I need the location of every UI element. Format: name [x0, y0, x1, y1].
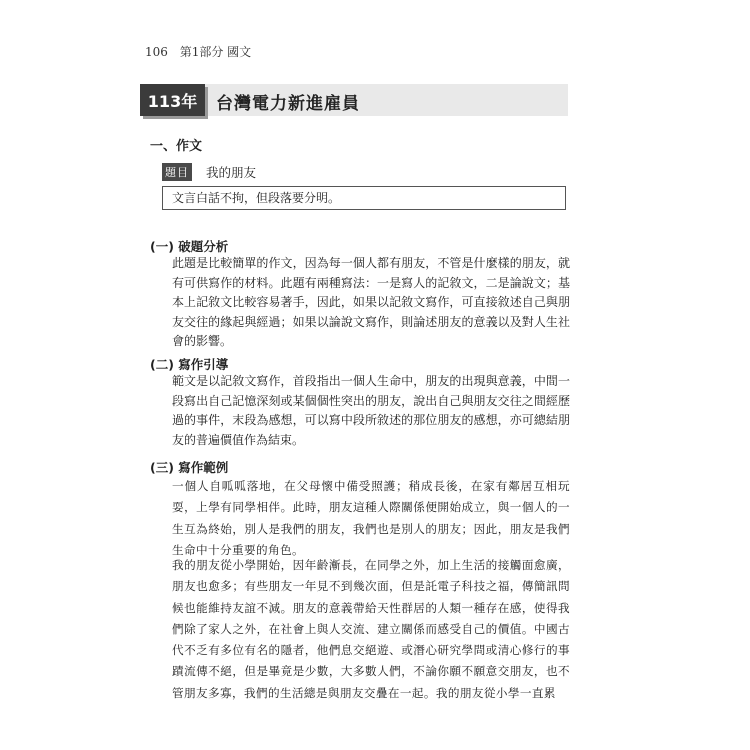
- analysis-paragraph: 此題是比較簡單的作文，因為每一個人都有朋友，不管是什麼樣的朋友，就有可供寫作的材料。此題有兩種寫法：一是寫人的記敘文，二是論說文；基本上記敘文比較容易著手，因此，如果以記敘文寫作，可直接敘述自己與朋友交往的緣起與經過；如果以論說文寫作，則論述朋友的意義以及對人生社會的影響。: [172, 256, 570, 349]
- example-paragraph-1: 一個人自呱呱落地，在父母懷中備受照護；稍成長後，在家有鄰居互相玩耍，上學有同學相伴。此時，朋友這種人際關係便開始成立，與一個人的一生互為終始，別人是我們的朋友，我們也是別人的朋友；因此，朋友是我們生命中十分重要的角色。: [172, 479, 570, 557]
- exam-title: 台灣電力新進雇員: [216, 94, 360, 114]
- guide-paragraph: 範文是以記敘文寫作，首段指出一個人生命中，朋友的出現與意義，中間一段寫出自己記憶深刻或某個個性突出的朋友，說出自己與朋友交往之間經歷過的事件，末段為感想，可以寫中段所敘述的那位朋友的感想，亦可總結朋友的普遍價值作為結束。: [172, 374, 570, 447]
- guide-heading: (二) 寫作引導: [150, 357, 229, 372]
- analysis-heading: (一) 破題分析: [150, 239, 229, 254]
- topic-title: 我的朋友: [206, 165, 257, 180]
- running-header: [145, 43, 251, 60]
- part-label: 第1部分 國文: [179, 45, 252, 59]
- example-paragraph-2: 我的朋友從小學開始，因年齡漸長，在同學之外，加上生活的接觸面愈廣，朋友也愈多；有些朋友一年見不到幾次面，但是託電子科技之福，傳簡訊問候也能維持友誼不減。朋友的意義帶給天性群居的人類一種存在感，使得我們除了家人之外，在社會上與人交流、建立關係而感受自己的價值。中國古代不乏有多位有名的隱者，他們息交絕遊、或潛心研究學問或清心修行的事蹟流傳不絕，但是畢竟是少數，大多數人們，不論你願不願意交朋友，也不管朋友多寡，我們的生活總是與朋友交疊在一起。我的朋友從小學一直累: [172, 558, 570, 700]
- year-badge: 113年: [140, 84, 205, 116]
- section-heading: 一、作文: [150, 139, 203, 154]
- example-heading: (三) 寫作範例: [150, 460, 229, 475]
- topic-tag: 題目: [162, 163, 192, 181]
- page-number: 106: [145, 45, 168, 59]
- instruction-box: 文言白話不拘，但段落要分明。: [162, 186, 566, 210]
